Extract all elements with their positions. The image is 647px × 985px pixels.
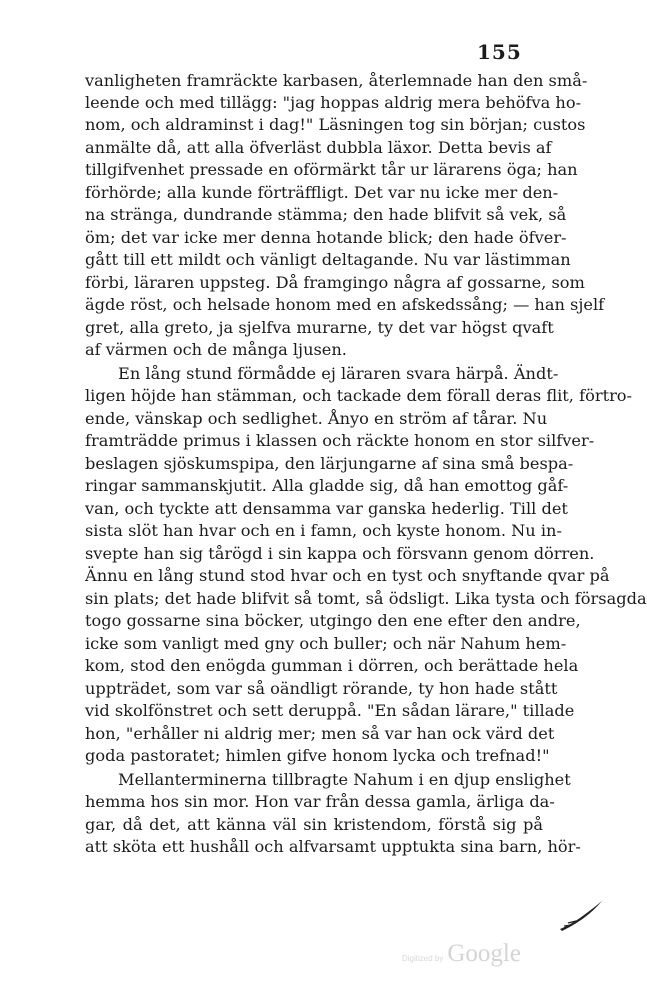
text-line: att sköta ett hushåll och alfvarsamt upptukta sina barn, hör- <box>85 837 581 856</box>
text-line: hemma hos sin mor. Hon var från dessa gamla, ärliga da- <box>85 792 555 811</box>
text-line: gret, alla greto, ja sjelfva murarne, ty det var högst qvaft <box>85 318 554 337</box>
text-line: ägde röst, och helsade honom med en afskedssång; — han sjelf <box>85 295 605 314</box>
text-line: gar, då det, att känna väl sin kristendom, förstå sig på <box>85 815 543 834</box>
text-line: nom, och aldraminst i dag!" Läsningen tog sin början; custos <box>85 115 586 134</box>
text-line: vid skolfönstret och sett deruppå. "En sådan lärare," tillade <box>85 701 575 720</box>
digitized-watermark <box>402 940 521 974</box>
quill-mark-icon <box>558 895 604 935</box>
page-number: 155 <box>477 40 522 64</box>
text-line: anmälte då, att alla öfverläst dubbla läxor. Detta bevis af <box>85 138 552 157</box>
text-line: förhörde; alla kunde förträffligt. Det var nu icke mer den- <box>85 183 559 202</box>
text-line: En lång stund förmådde ej läraren svara härpå. Ändt- <box>118 364 559 383</box>
watermark-prefix: Digitized by <box>402 954 444 963</box>
text-line: hon, "erhåller ni aldrig mer; men så var han ock värd det <box>85 724 555 743</box>
text-line: leende och med tillägg: "jag hoppas aldrig mera behöfva ho- <box>85 93 582 112</box>
text-line: Mellanterminerna tillbragte Nahum i en djup enslighet <box>118 770 571 789</box>
text-line: ringar sammanskjutit. Alla gladde sig, då han emottog gåf- <box>85 476 569 495</box>
text-line: ligen höjde han stämman, och tackade dem förall deras flit, förtro- <box>85 386 633 405</box>
text-line: öm; det var icke mer denna hotande blick; den hade öfver- <box>85 228 567 247</box>
text-line: uppträdet, som var så oändligt rörande, ty hon hade stått <box>85 679 558 698</box>
text-line: förbi, läraren uppsteg. Då framgingo några af gossarne, som <box>85 273 585 292</box>
text-line: beslagen sjöskumspipa, den lärjungarne af sina små bespa- <box>85 454 574 473</box>
text-line: van, och tyckte att densamma var ganska hederlig. Till det <box>85 499 568 518</box>
text-line: framträdde primus i klassen och räckte honom en stor silfver- <box>85 431 595 450</box>
text-line: na stränga, dundrande stämma; den hade blifvit så vek, så <box>85 205 567 224</box>
text-line: Ännu en lång stund stod hvar och en tyst och snyftande qvar på <box>85 566 610 585</box>
text-line: sin plats; det hade blifvit så tomt, så ödsligt. Lika tysta och försagda <box>85 589 647 608</box>
text-line: vanligheten framräckte karbasen, återlemnade han den små- <box>85 71 588 90</box>
text-line: gått till ett mildt och vänligt deltagande. Nu var lästimman <box>85 250 571 269</box>
text-line: tillgifvenhet pressade en oförmärkt tår ur lärarens öga; han <box>85 160 578 179</box>
text-line: icke som vanligt med gny och buller; och när Nahum hem- <box>85 634 567 653</box>
text-line: kom, stod den enögda gumman i dörren, och berättade hela <box>85 656 579 675</box>
text-line: togo gossarne sina böcker, utgingo den ene efter den andre, <box>85 611 581 630</box>
text-line: af värmen och de många ljusen. <box>85 340 347 359</box>
google-logo: Google <box>447 940 521 967</box>
text-line: ende, vänskap och sedlighet. Ånyo en ström af tårar. Nu <box>85 409 548 428</box>
text-line: sista slöt han hvar och en i famn, och kyste honom. Nu in- <box>85 521 562 540</box>
text-line: svepte han sig tårögd i sin kappa och försvann genom dörren. <box>85 544 595 563</box>
text-line: goda pastoratet; himlen gifve honom lycka och trefnad!" <box>85 746 550 765</box>
